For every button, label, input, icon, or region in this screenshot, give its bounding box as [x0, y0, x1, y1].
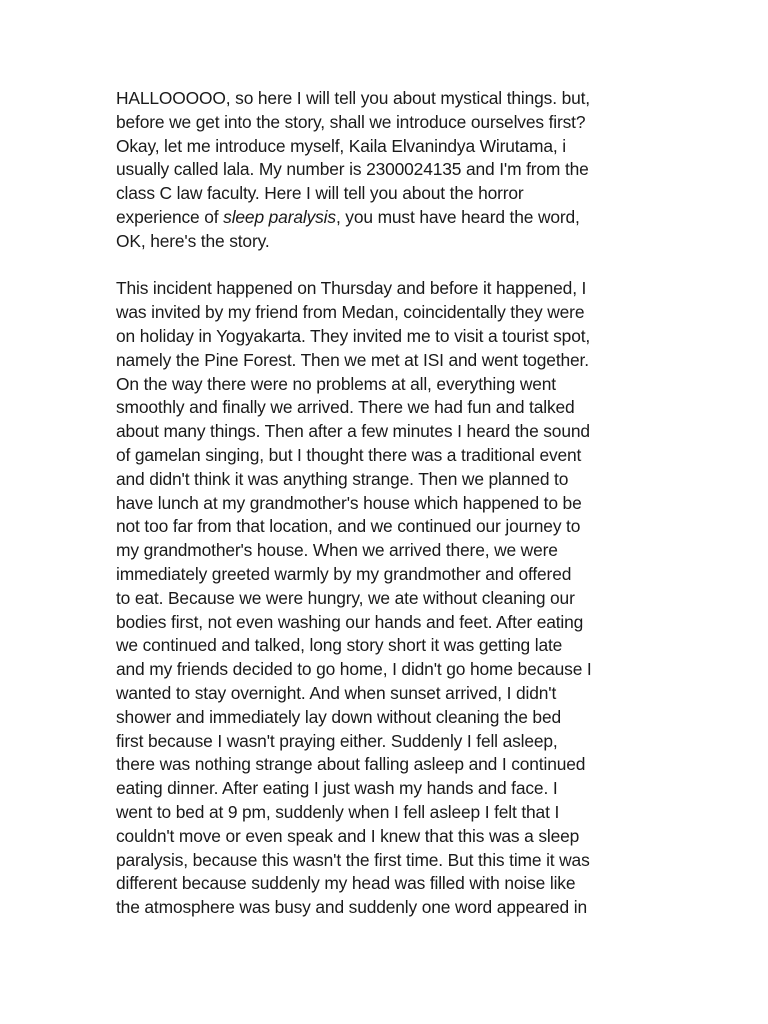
text-line: before we get into the story, shall we introduce ourselves first?	[116, 111, 586, 132]
text-line: This incident happened on Thursday and before it happened, I	[116, 278, 587, 299]
text-line: immediately greeted warmly by my grandmother and offered	[116, 563, 572, 584]
text-line: shower and immediately lay down without cleaning the bed	[116, 706, 561, 727]
text-line: on holiday in Yogyakarta. They invited me to visit a tourist spot,	[116, 325, 591, 346]
text-line: my grandmother's house. When we arrived there, we were	[116, 540, 558, 561]
text-line: couldn't move or even speak and I knew that this was a sleep	[116, 825, 580, 846]
text-line: of gamelan singing, but I thought there was a traditional event	[116, 444, 582, 465]
text-line: bodies first, not even washing our hands and feet. After eating	[116, 611, 584, 632]
text-line: wanted to stay overnight. And when sunset arrived, I didn't	[116, 682, 557, 703]
text-line: smoothly and finally we arrived. There we had fun and talked	[116, 397, 575, 418]
text-run: experience of	[116, 206, 224, 227]
text-line: went to bed at 9 pm, suddenly when I fell asleep I felt that I	[116, 801, 560, 822]
text-line: first because I wasn't praying either. Suddenly I fell asleep,	[116, 730, 558, 751]
text-line	[116, 206, 656, 230]
paragraph-intro	[116, 87, 656, 254]
text-line: there was nothing strange about falling asleep and I continued	[116, 754, 586, 775]
text-line: different because suddenly my head was filled with noise like	[116, 873, 576, 894]
text-line: not too far from that location, and we continued our journey to	[116, 516, 581, 537]
text-line: we continued and talked, long story short it was getting late	[116, 635, 563, 656]
text-line: HALLOOOOO, so here I will tell you about mystical things. but,	[116, 88, 590, 108]
text-line: and my friends decided to go home, I didn't go home because I	[116, 659, 592, 680]
text-line: have lunch at my grandmother's house which happened to be	[116, 492, 582, 513]
text-line: about many things. Then after a few minutes I heard the sound	[116, 421, 590, 442]
text-line: was invited by my friend from Medan, coincidentally they were	[116, 302, 585, 323]
text-line: and didn't think it was anything strange. Then we planned to	[116, 468, 569, 489]
text-line: OK, here's the story.	[116, 230, 270, 251]
emphasis-text: sleep paralysis	[223, 206, 336, 227]
text-line: to eat. Because we were hungry, we ate without cleaning our	[116, 587, 575, 608]
text-line: eating dinner. After eating I just wash my hands and face. I	[116, 778, 558, 799]
text-line: namely the Pine Forest. Then we met at ISI and went together.	[116, 349, 589, 370]
text-line: On the way there were no problems at all, everything went	[116, 373, 556, 394]
text-line: the atmosphere was busy and suddenly one word appeared in	[116, 897, 587, 918]
text-line: class C law faculty. Here I will tell you about the horror	[116, 183, 524, 204]
document-page	[116, 87, 656, 920]
text-line: Okay, let me introduce myself, Kaila Elvanindya Wirutama, i	[116, 135, 566, 156]
text-run: , you must have heard the word,	[335, 206, 580, 227]
paragraph-story	[116, 277, 656, 920]
text-line: paralysis, because this wasn't the first time. But this time it was	[116, 849, 590, 870]
text-line: usually called lala. My number is 2300024135 and I'm from the	[116, 159, 589, 180]
